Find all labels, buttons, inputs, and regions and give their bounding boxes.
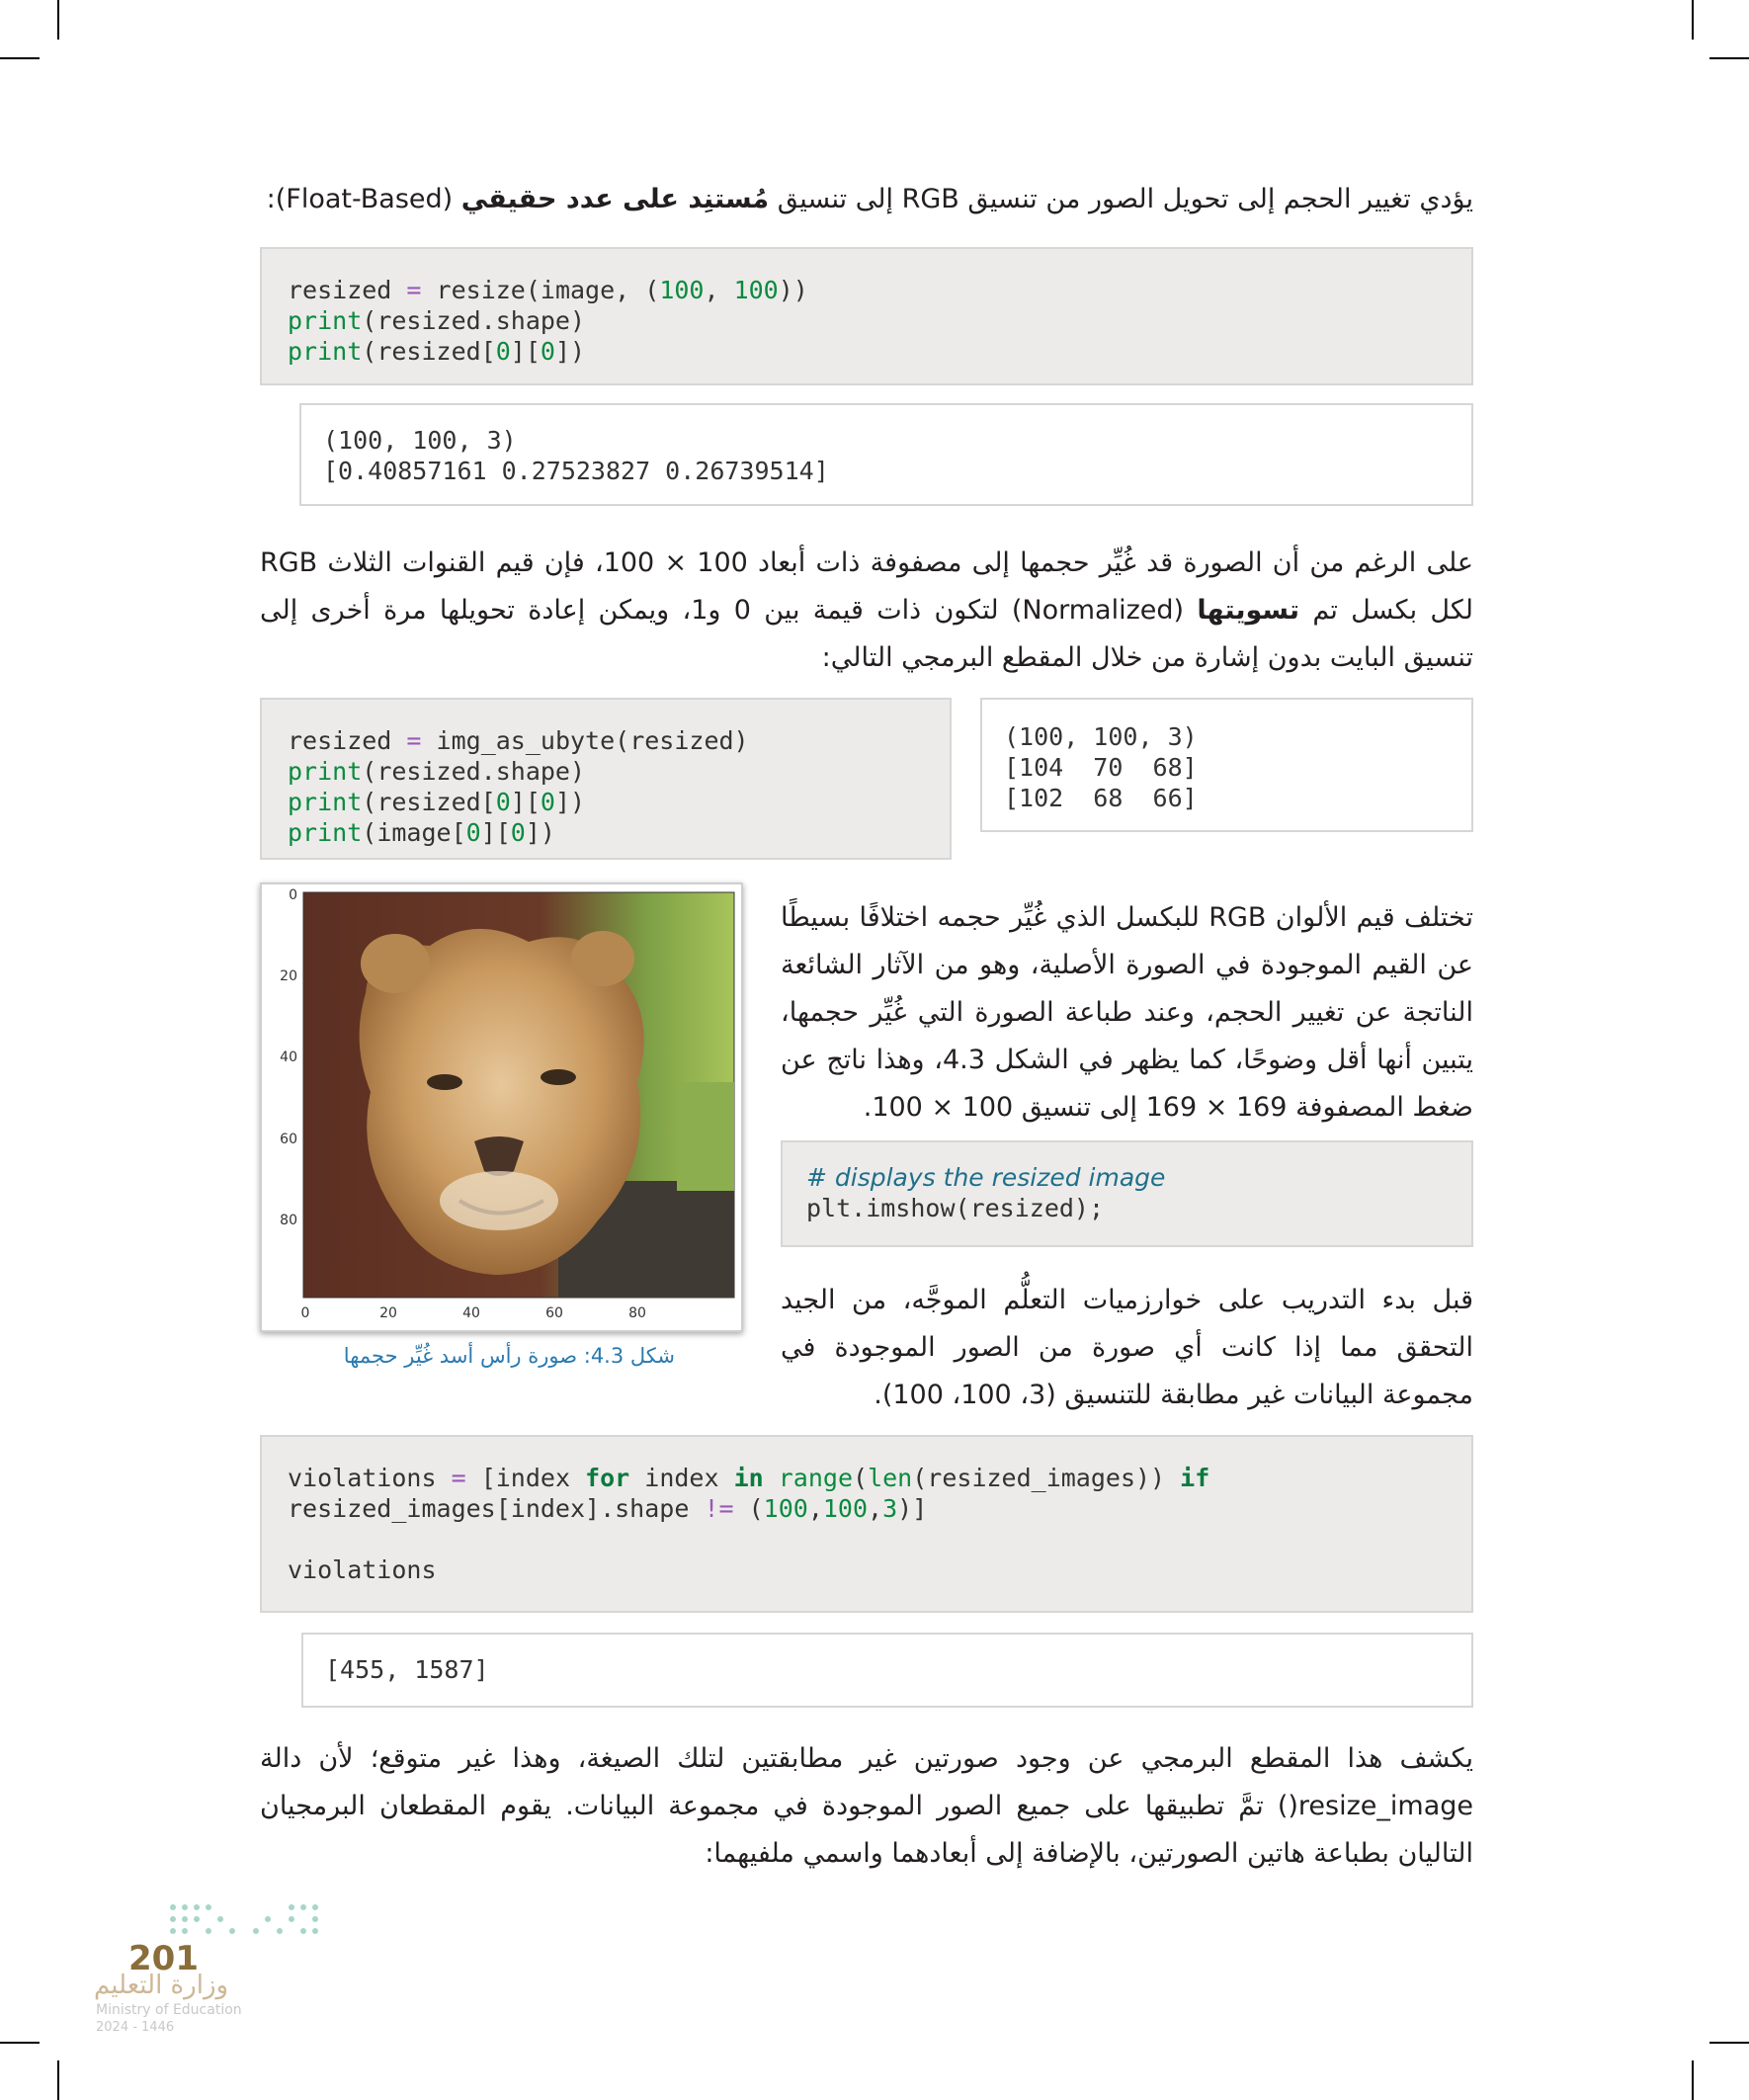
pixel-difference-paragraph: تختلف قيم الألوان RGB للبكسل الذي غُيِّر حجمه اختلافًا بسيطًا عن القيم الموجودة في الصورة الأصلية، وهو من الآثار الشائعة الناتجة عن تغيير الحجم، وعند طباعة الصورة التي غُيِّر حجمها، يتبين أنها أقل وضوحًا، كما يظهر في الشكل 4.3، وهذا ناتج عن ضغط المصفوفة 169 × 169 إلى تنسيق 100 × 100.: [781, 902, 1473, 1123]
y-tick-label: 20: [280, 968, 297, 984]
y-tick-label: 0: [289, 887, 297, 903]
crop-mark: [1692, 0, 1694, 40]
output-block-resize: (100, 100, 3) [0.40857161 0.27523827 0.26739514]: [299, 403, 1473, 506]
x-tick-label: 80: [628, 1305, 646, 1321]
output-block-ubyte: (100, 100, 3) [104 70 68] [102 68 66]: [980, 698, 1473, 832]
crop-mark: [1709, 57, 1749, 59]
code-block-ubyte: resized = img_as_ubyte(resized) print(resized.shape) print(resized[0][0]) print(image[0][0]): [260, 698, 952, 860]
output-block-violations: [455, 1587]: [301, 1633, 1473, 1708]
code-block-resize: resized = resize(image, (100, 100)) print(resized.shape) print(resized[0][0]): [260, 247, 1473, 385]
intro-bold-term: مُستنِد على عدد حقيقي: [460, 184, 770, 214]
lion-plot: [262, 884, 741, 1330]
code-block-imshow: # displays the resized image plt.imshow(resized);: [781, 1140, 1473, 1247]
x-tick-label: 0: [300, 1305, 310, 1321]
crop-mark: [57, 0, 59, 40]
mismatch-paragraph: يكشف هذا المقطع البرمجي عن وجود صورتين غير مطابقتين لتلك الصيغة، وهذا غير متوقع؛ لأن دالة resize_image() تمَّ تطبيقها على جميع الصور الموجودة في مجموعة البيانات. يقوم المقطعان البرمجيان التاليان بطباعة هاتين الصورتين، بالإضافة إلى أبعادهما واسمي ملفيهما:: [260, 1743, 1473, 1869]
x-tick-label: 20: [379, 1305, 397, 1321]
figure-caption: شكل 4.3: صورة رأس أسد غُيِّر حجمها: [343, 1344, 675, 1368]
crop-mark: [1709, 2042, 1749, 2044]
validation-paragraph: قبل بدء التدريب على خوارزميات التعلُّم الموجَّه، من الجيد التحقق مما إذا كانت أي صورة من الصور الموجودة في مجموعة البيانات غير مطابقة للتنسيق (3، 100، 100).: [781, 1285, 1473, 1410]
x-axis: [301, 1305, 646, 1321]
ministry-name-ar: وزارة التعليم: [94, 1971, 229, 2000]
code-comment: # displays the resized image: [806, 1163, 1166, 1192]
crop-mark: [0, 57, 40, 59]
intro-text-end: (Float-Based):: [266, 184, 461, 214]
crop-mark: [1692, 2060, 1694, 2100]
crop-mark: [57, 2060, 59, 2100]
y-tick-label: 60: [280, 1132, 297, 1147]
x-tick-label: 40: [462, 1305, 480, 1321]
intro-paragraph: [260, 176, 1473, 223]
intro-text: يؤدي تغيير الحجم إلى تحويل الصور من تنسيق RGB إلى تنسيق: [769, 184, 1473, 214]
x-tick-label: 60: [545, 1305, 563, 1321]
y-tick-label: 80: [280, 1213, 297, 1228]
lion-figure: [260, 882, 743, 1332]
normalized-bold-term: تسويتها: [1197, 595, 1300, 626]
ministry-year: 2024 - 1446: [96, 2020, 175, 2035]
crop-mark: [0, 2042, 40, 2044]
page-number: 201: [128, 1939, 199, 1978]
normalization-paragraph: على الرغم من أن الصورة قد غُيِّر حجمها إلى مصفوفة ذات أبعاد 100 × 100، فإن قيم القنوات الثلاث RGB لكل بكسل تم تسويتها (Normalized) لتكون ذات قيمة بين 0 و1، ويمكن إعادة تحويلها مرة أخرى إلى تنسيق البايت بدون إشارة من خلال المقطع البرمجي التالي:: [260, 547, 1474, 673]
ministry-name-en: Ministry of Education: [96, 2002, 242, 2018]
y-axis: [280, 887, 297, 1228]
code-block-violations: violations = [index for index in range(len(resized_images)) if resized_images[index].shape != (100,100,3)] violations: [260, 1435, 1473, 1613]
y-tick-label: 40: [280, 1050, 297, 1065]
